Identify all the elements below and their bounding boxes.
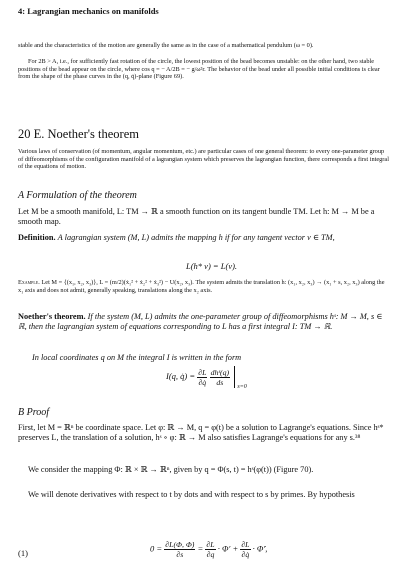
definition (18, 233, 390, 243)
proof-eq-frac2: $\frac{\partial L}{\partial q}$ (206, 540, 215, 559)
section-title: 20 E. Noether's theorem (18, 127, 139, 141)
subsection-a-paragraph: Let M be a smooth manifold, L: TM → ℝ a smooth function on its tangent bundle TM. Let h: M → M be a smooth map. (18, 207, 375, 227)
proof-equation: 0 = $\frac{\partial L(\Phi, \Phi̇)}{\partial s}$ = $\frac{\partial L}{\partial q}$ · Φ′ + $\frac{\partial L}{\partial q̇}$ · Φ̇′, (150, 540, 268, 559)
section-intro: Various laws of conservation (of momentum, angular momentum, etc.) are particular cases of one general theorem: to every one-parameter group of diffeomorphisms of the configuration manifold of a lagrangian system which preserves the lagrangian function, there corresponds a first integral of the equations of motion. (18, 148, 389, 171)
proof-paragraph-2: We consider the mapping Φ: ℝ × ℝ → ℝⁿ, given by q = Φ(s, t) = hˢ(φ(t)) (Figure 70). (28, 465, 314, 474)
example (18, 279, 390, 294)
evaluation-bar (234, 366, 235, 388)
definition-label: Definition. (18, 233, 56, 242)
definition-text: A lagrangian system (M, L) admits the mapping h if for any tangent vector v ∈ TM, (57, 233, 335, 242)
example-label: Example. (18, 279, 40, 286)
proof-paragraph-1: First, let M = ℝⁿ be coordinate space. Let φ: ℝ → M, q = φ(t) be a solution to Lagrange's equations. Since hˢ* preserves L, the translation of a solution, hˢ ∘ φ: ℝ → M also satisfies Lagrange's equations for any s.³⁸ (18, 423, 384, 443)
theorem-eq-lhs: I(q, q̇) = (166, 370, 196, 381)
intro-paragraph-2: For 2B > A, i.e., for sufficiently fast rotation of the circle, the lowest position of the bead becomes unstable: on the other hand, two stable positions of the bead appear on the circle, where cos q = − A/2B = − g/ω²r. The behavior of the bead under all possible initial conditions is clear from the shape of the phase curves in the (q, q̇)-plane (Figure 69). (18, 58, 380, 81)
theorem-eq-subscript: s=0 (237, 383, 247, 390)
theorem-local-form: In local coordinates q on M the integral I is written in the form (32, 353, 242, 362)
intro-paragraph-1: stable and the characteristics of the motion are generally the same as in the case of a mathematical pendulum (ω = 0). (18, 42, 314, 49)
subsection-a-title: A Formulation of the theorem (18, 190, 137, 201)
theorem-text: If the system (M, L) admits the one-parameter group of diffeomorphisms hˢ: M → M, s ∈ ℝ, then the lagrangian system of equations corresponding to L has a first integral I: TM → ℝ. (18, 312, 383, 332)
definition-equation: L(h* v) = L(v). (186, 261, 238, 271)
proof-eq-frac3: $\frac{\partial L}{\partial q̇}$ (241, 540, 250, 559)
theorem-equation (166, 366, 247, 390)
theorem-eq-frac2: $\frac{\text{dhˢ(q)}}{ds}$ (210, 367, 230, 387)
theorem-label: Noether's theorem. (18, 312, 86, 321)
example-text: Let M = {(x₁, x₂, x₃)}, L = (m/2)(ẋ₁² + ẋ₂² + ẋ₃²) − U(x₂, x₃). The system admits the translation h: (x₁, x₂, x₃) → (x₁ + s, x₂, x₃) along the x₁ axis and does not admit, generally speaking, translations along the x₂ axis. (18, 279, 385, 294)
equation-number: (1) (18, 548, 28, 558)
theorem-eq-frac1: $\frac{\partial L}{\partial q̇}$ (198, 367, 207, 387)
proof-eq-frac1: $\frac{\partial L(\Phi, \Phi̇)}{\partial s}$ (165, 540, 195, 559)
running-header: 4: Lagrangian mechanics on manifolds (18, 6, 159, 16)
noether-theorem (18, 312, 390, 332)
subsection-b-title: B Proof (18, 407, 50, 418)
proof-paragraph-3: We will denote derivatives with respect to t by dots and with respect to s by primes. By hypothesis (28, 490, 355, 499)
